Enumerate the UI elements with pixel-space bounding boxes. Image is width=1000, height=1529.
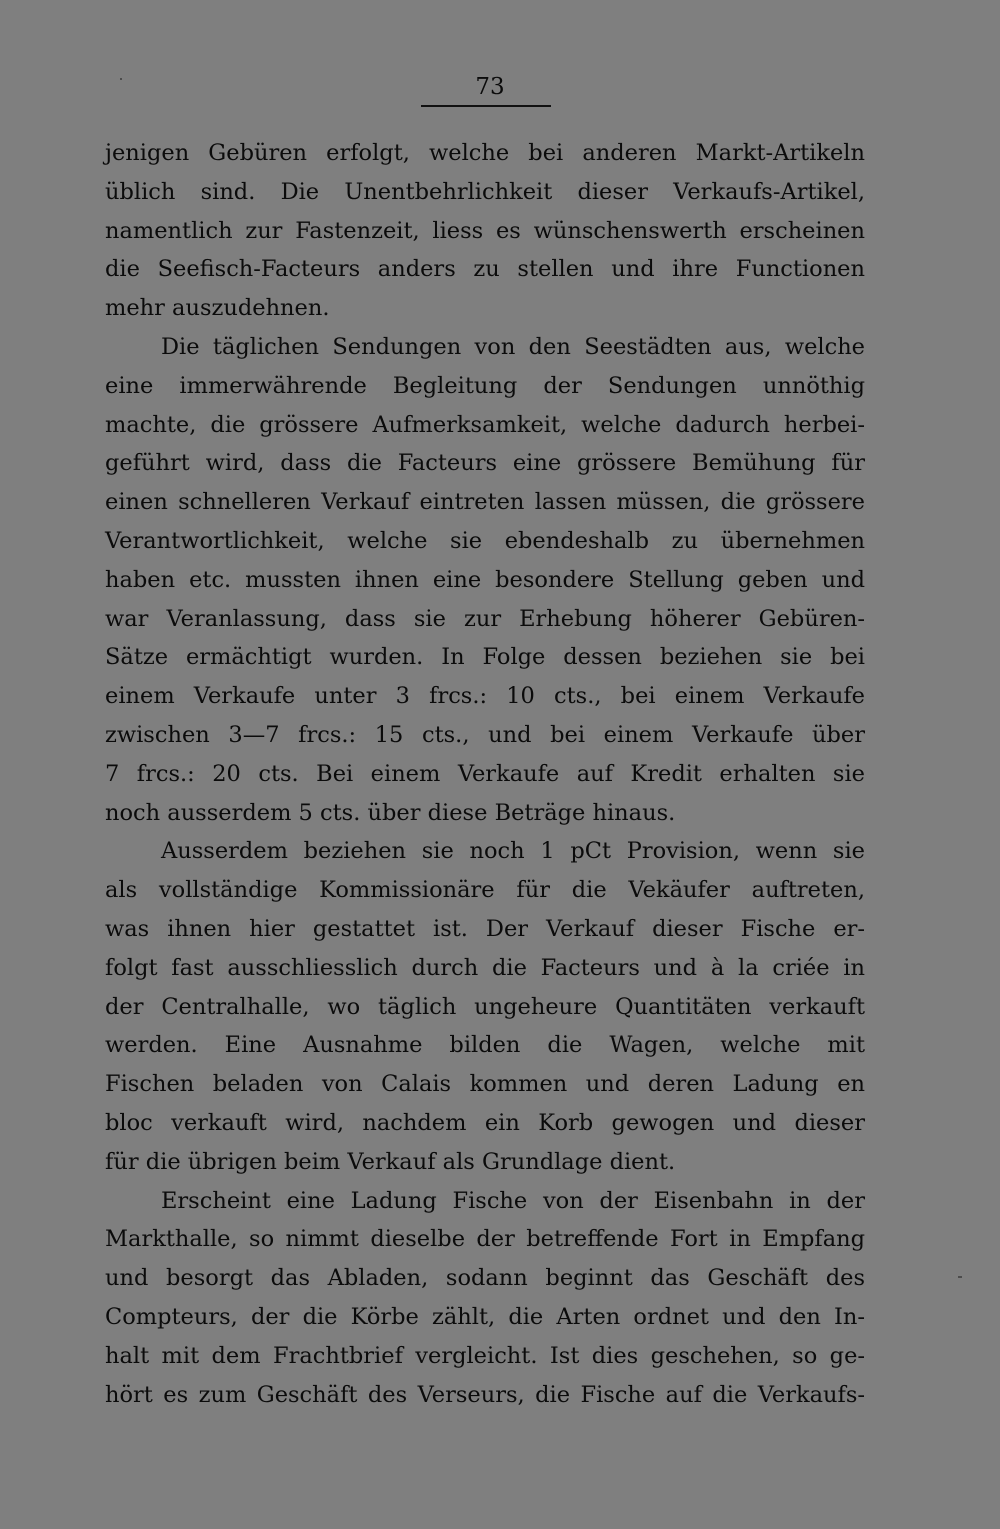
text-line: geführt wird, dass die Facteurs eine grössere Bemühung für <box>105 450 865 477</box>
paragraph-start-line: Die täglichen Sendungen von den Seestädten aus, welche <box>161 333 865 360</box>
text-line: namentlich zur Fastenzeit, liess es wünschenswerth erscheinen <box>105 217 865 244</box>
text-line: was ihnen hier gestattet ist. Der Verkauf dieser Fische er- <box>105 915 865 942</box>
text-line: üblich sind. Die Unentbehrlichkeit dieser Verkaufs-Artikel, <box>105 178 865 205</box>
text-line: machte, die grössere Aufmerksamkeit, welche dadurch herbei- <box>105 411 865 438</box>
text-line: Compteurs, der die Körbe zählt, die Arten ordnet und den In- <box>105 1303 865 1330</box>
text-line: Verantwortlichkeit, welche sie ebendeshalb zu übernehmen <box>105 527 865 554</box>
text-line: für die übrigen beim Verkauf als Grundlage dient. <box>105 1148 676 1175</box>
text-line: bloc verkauft wird, nachdem ein Korb gewogen und dieser <box>105 1109 865 1136</box>
text-line: halt mit dem Frachtbrief vergleicht. Ist dies geschehen, so ge- <box>105 1342 865 1369</box>
text-line: zwischen 3—7 frcs.: 15 cts., und bei einem Verkaufe über <box>105 721 865 748</box>
scan-speck <box>958 1276 962 1278</box>
text-line: Fischen beladen von Calais kommen und deren Ladung en <box>105 1071 865 1098</box>
text-line: mehr auszudehnen. <box>105 295 330 322</box>
text-line: 7 frcs.: 20 cts. Bei einem Verkaufe auf Kredit erhalten sie <box>105 760 865 787</box>
text-line: und besorgt das Abladen, sodann beginnt das Geschäft des <box>105 1265 865 1292</box>
text-line: folgt fast ausschliesslich durch die Facteurs und à la criée in <box>105 954 865 981</box>
text-line: eine immerwährende Begleitung der Sendungen unnöthig <box>105 372 865 399</box>
text-line: haben etc. mussten ihnen eine besondere Stellung geben und <box>105 566 865 593</box>
text-line: hört es zum Geschäft des Verseurs, die Fische auf die Verkaufs- <box>105 1381 865 1408</box>
text-line: als vollständige Kommissionäre für die Vekäufer auftreten, <box>105 877 865 904</box>
text-line: Markthalle, so nimmt dieselbe der betreffende Fort in Empfang <box>105 1226 865 1253</box>
text-line: noch ausserdem 5 cts. über diese Beträge hinaus. <box>105 799 676 826</box>
scan-speck <box>120 78 122 80</box>
header-rule <box>421 105 551 107</box>
text-line: Sätze ermächtigt wurden. In Folge dessen beziehen sie bei <box>105 644 865 671</box>
page-number: 73 <box>475 74 505 100</box>
text-line: einem Verkaufe unter 3 frcs.: 10 cts., bei einem Verkaufe <box>105 683 865 710</box>
text-line: war Veranlassung, dass sie zur Erhebung höherer Gebüren- <box>105 605 865 632</box>
body-text <box>105 134 865 1414</box>
text-line: einen schnelleren Verkauf eintreten lassen müssen, die grössere <box>105 489 865 516</box>
paragraph-start-line: Ausserdem beziehen sie noch 1 pCt Provision, wenn sie <box>161 838 865 865</box>
text-line: jenigen Gebüren erfolgt, welche bei anderen Markt-Artikeln <box>105 140 865 166</box>
text-line: die Seefisch-Facteurs anders zu stellen und ihre Functionen <box>105 256 865 283</box>
text-line: werden. Eine Ausnahme bilden die Wagen, welche mit <box>105 1032 865 1059</box>
text-line: der Centralhalle, wo täglich ungeheure Quantitäten verkauft <box>105 993 865 1020</box>
paragraph-start-line: Erscheint eine Ladung Fische von der Eisenbahn in der <box>161 1187 865 1214</box>
